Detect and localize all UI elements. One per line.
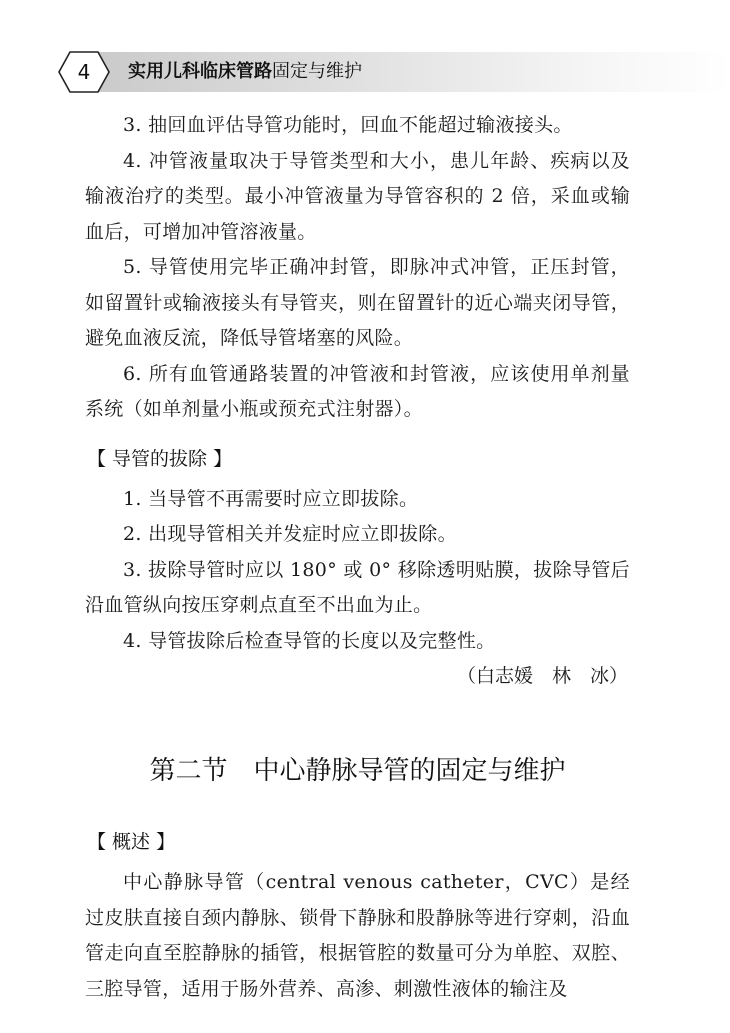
removal-heading: 【 导管的拔除 】	[87, 447, 233, 470]
paragraph: 4. 冲管液量取决于导管类型和大小，患儿年龄、疾病以及输液治疗的类型。最小冲管液量为导管容积的 2 倍，采血或输血后，可增加冲管溶液量。	[85, 149, 630, 243]
paragraph: 5. 导管使用完毕正确冲封管，即脉冲式冲管，正压封管，如留置针或输液接头有导管夹，则在留置针的近心端夹闭导管，避免血液反流，降低导管堵塞的风险。	[85, 256, 630, 349]
section-title: 第二节 中心静脉导管的固定与维护	[149, 756, 566, 786]
overview-heading: 【 概述 】	[87, 831, 176, 853]
removal-item: 1. 当导管不再需要时应立即拔除。	[123, 487, 419, 510]
page-number: 4	[77, 60, 91, 84]
paragraph: 6. 所有血管通路装置的冲管液和封管液，应该使用单剂量系统（如单剂量小瓶或预充式注射器）。	[85, 362, 630, 420]
book-title-main: 实用儿科临床管路	[128, 61, 272, 82]
overview-paragraph: 中心静脉导管（central venous catheter，CVC）是经过皮肤直接自颈内静脉、锁骨下静脉和股静脉等进行穿刺，沿血管走向直至腔静脉的插管，根据管腔的数量可分为单腔、双腔、三腔导管，适用于肠外营养、高渗、刺激性液体的输注及	[85, 871, 630, 1000]
removal-item: 3. 拔除导管时应以 180° 或 0° 移除透明贴膜，拔除导管后沿血管纵向按压穿刺点直至不出血为止。	[85, 558, 630, 616]
paragraph: 3. 抽回血评估导管功能时，回血不能超过输液接头。	[123, 114, 573, 136]
page-header	[0, 0, 730, 110]
removal-item: 4. 导管拔除后检查导管的长度以及完整性。	[123, 629, 496, 652]
authors: （白志媛 林 冰）	[456, 665, 628, 687]
page-content	[85, 108, 630, 1007]
book-title	[128, 52, 362, 92]
book-title-sub: 固定与维护	[272, 61, 362, 82]
removal-item: 2. 出现导管相关并发症时应立即拔除。	[123, 523, 457, 545]
